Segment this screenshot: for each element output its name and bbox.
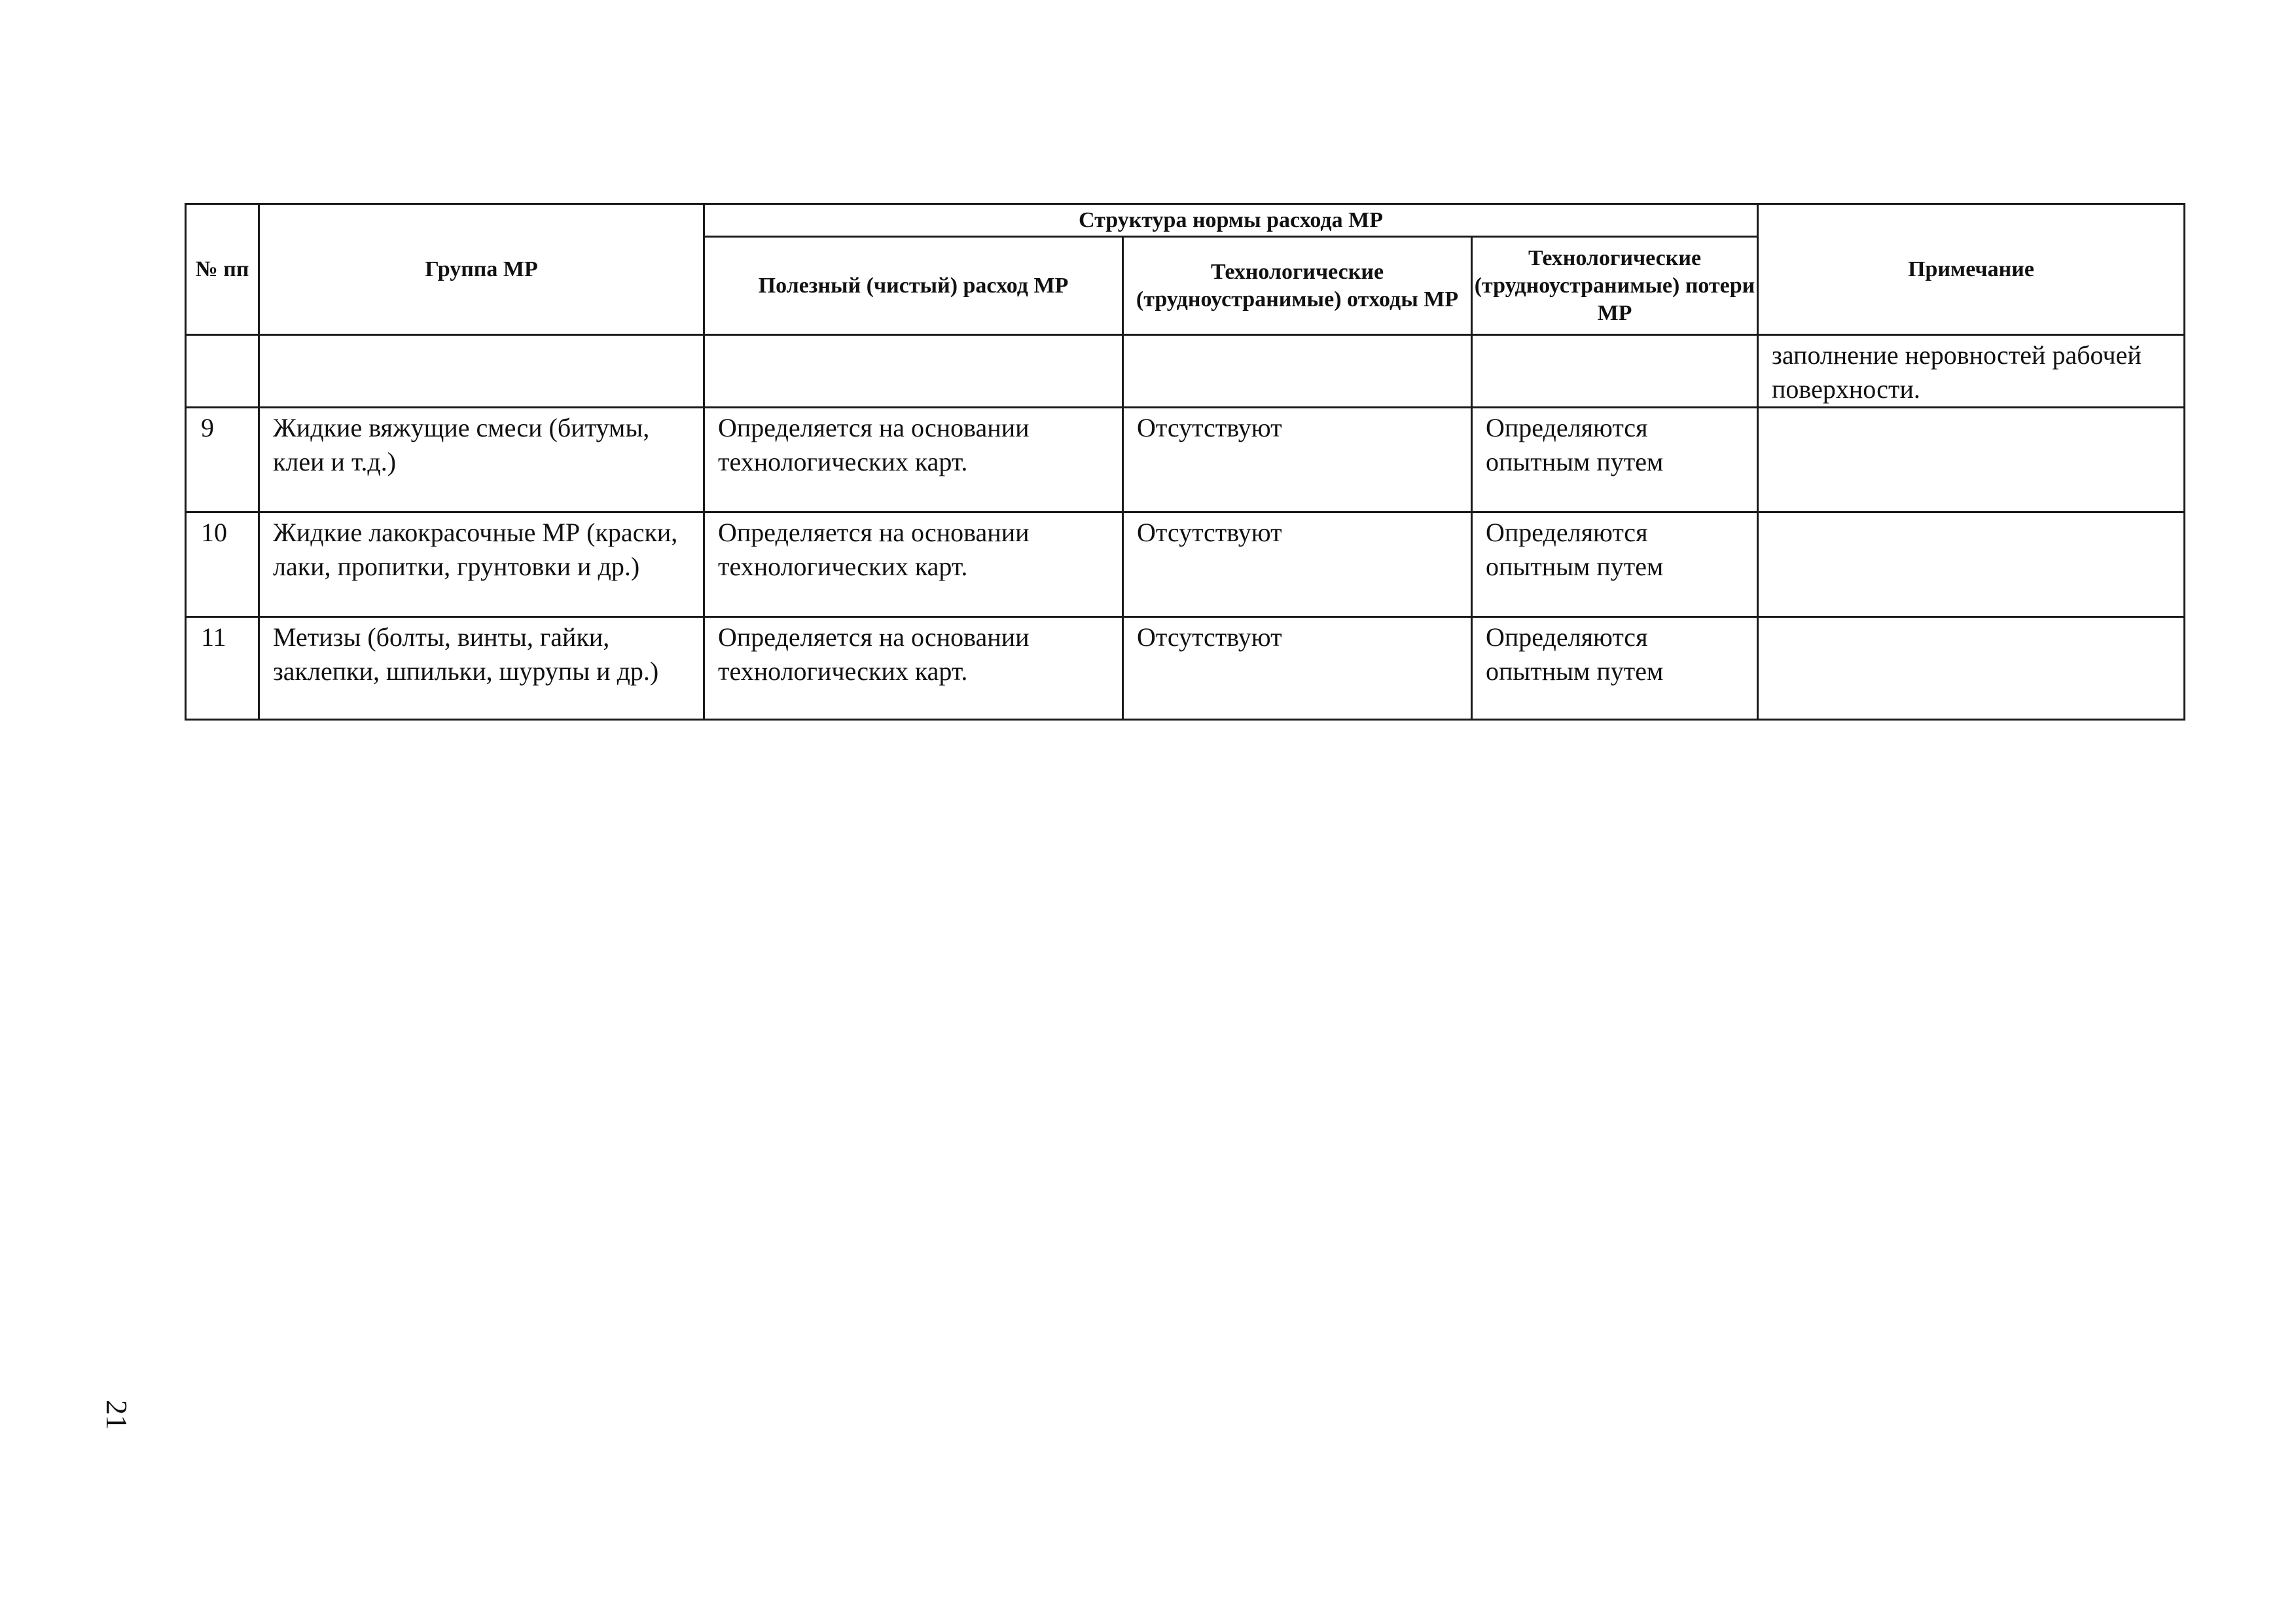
table-row — [186, 512, 2185, 617]
cell-useful: Определяется на основании технологических карт. — [704, 408, 1123, 512]
header-waste: Технологические (трудноустранимые) отходы МР — [1123, 237, 1472, 335]
header-losses: Технологические (трудноустранимые) потери МР — [1472, 237, 1758, 335]
table-row — [186, 617, 2185, 720]
table-header-row — [186, 204, 2185, 237]
cell-useful: Определяется на основании технологических карт. — [704, 617, 1123, 720]
cell-losses: Определяются опытным путем — [1472, 617, 1758, 720]
cell-num: 10 — [186, 512, 259, 617]
header-note: Примечание — [1758, 204, 2185, 335]
cell-note — [1758, 512, 2185, 617]
cell-num — [186, 335, 259, 408]
cell-losses — [1472, 335, 1758, 408]
table-row-continuation — [186, 335, 2185, 408]
table-row — [186, 408, 2185, 512]
cell-note — [1758, 617, 2185, 720]
cell-group: Жидкие вяжущие смеси (битумы, клеи и т.д.) — [259, 408, 704, 512]
cell-losses: Определяются опытным путем — [1472, 408, 1758, 512]
cell-waste: Отсутствуют — [1123, 617, 1472, 720]
cell-note — [1758, 408, 2185, 512]
cell-group: Метизы (болты, винты, гайки, заклепки, шпильки, шурупы и др.) — [259, 617, 704, 720]
header-num: № пп — [186, 204, 259, 335]
cell-useful: Определяется на основании технологических карт. — [704, 512, 1123, 617]
cell-num: 11 — [186, 617, 259, 720]
header-group: Группа МР — [259, 204, 704, 335]
cell-note: заполнение неровностей рабочей поверхности. — [1758, 335, 2185, 408]
cell-waste: Отсутствуют — [1123, 408, 1472, 512]
cell-losses: Определяются опытным путем — [1472, 512, 1758, 617]
cell-num: 9 — [186, 408, 259, 512]
page-number: 21 — [100, 1400, 134, 1430]
header-structure: Структура нормы расхода МР — [704, 204, 1758, 237]
cell-useful — [704, 335, 1123, 408]
header-useful: Полезный (чистый) расход МР — [704, 237, 1123, 335]
material-norms-table — [185, 203, 2185, 721]
cell-waste: Отсутствуют — [1123, 512, 1472, 617]
cell-waste — [1123, 335, 1472, 408]
cell-group — [259, 335, 704, 408]
cell-group: Жидкие лакокрасочные МР (краски, лаки, пропитки, грунтовки и др.) — [259, 512, 704, 617]
